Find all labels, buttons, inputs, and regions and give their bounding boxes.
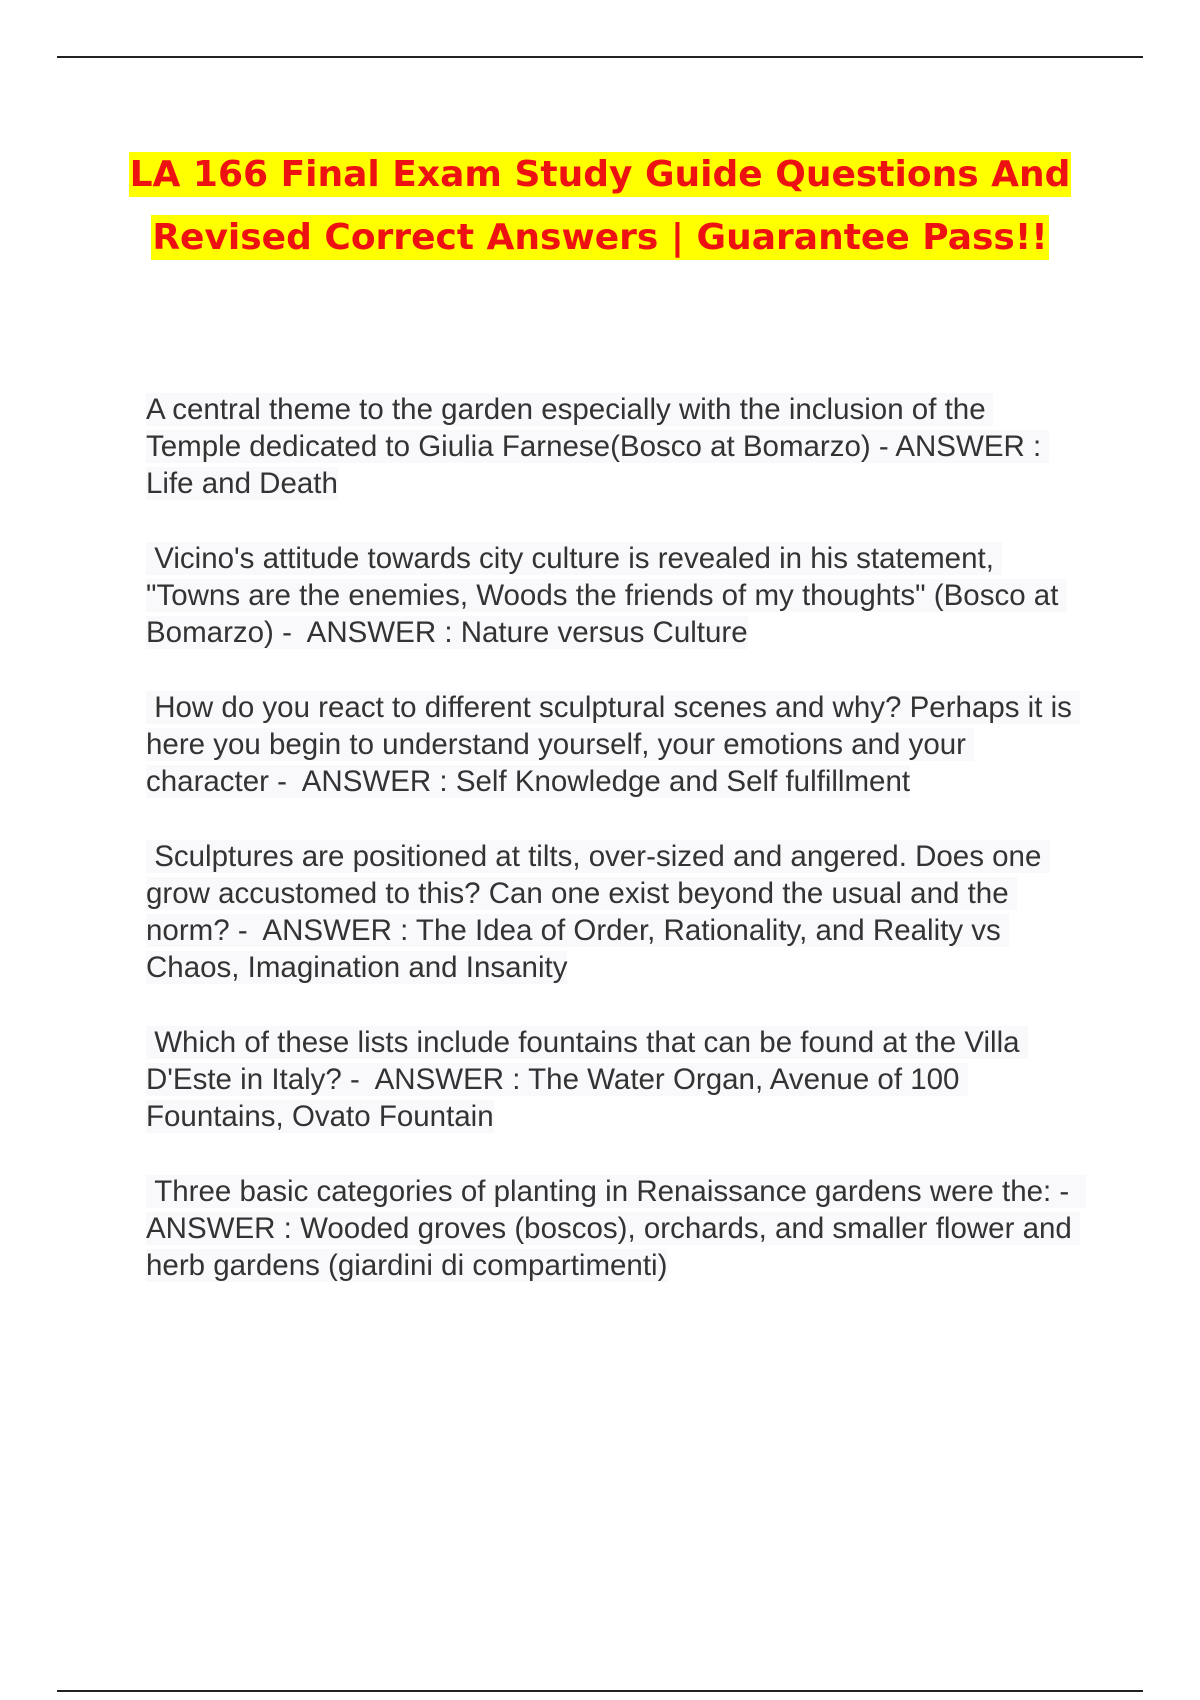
qa-item: [146, 1173, 1086, 1284]
document-title-block: [100, 143, 1100, 269]
qa-item-text: Which of these lists include fountains that can be found at the Villa D'Este in Italy? - ANSWER : The Water Organ, Avenue of 100 Fountains, Ovato Fountain: [146, 1026, 1028, 1133]
qa-item-text: Three basic categories of planting in Renaissance gardens were the: - ANSWER : Wooded groves (boscos), orchards, and smaller flower and herb gardens (giardini di compartimenti): [146, 1175, 1086, 1282]
qa-item-text: How do you react to different sculptural scenes and why? Perhaps it is here you begin to understand yourself, your emotions and your character - ANSWER : Self Knowledge and Self fulfillment: [146, 691, 1081, 798]
qa-item: [146, 391, 1086, 502]
bottom-rule: [57, 1690, 1143, 1692]
qa-item: [146, 838, 1086, 986]
qa-item: [146, 1024, 1086, 1135]
document-title: LA 166 Final Exam Study Guide Questions And Revised Correct Answers | Guarantee Pass!!: [129, 154, 1071, 258]
qa-item: [146, 540, 1086, 651]
qa-item-text: Vicino's attitude towards city culture is revealed in his statement, "Towns are the enemies, Woods the friends of my thoughts" (Bosco at Bomarzo) - ANSWER : Nature versus Culture: [146, 542, 1067, 649]
qa-item: [146, 689, 1086, 800]
qa-item-text: A central theme to the garden especially with the inclusion of the Temple dedicated to Giulia Farnese(Bosco at Bomarzo) - ANSWER : Life and Death: [146, 393, 1050, 500]
top-rule: [57, 56, 1143, 58]
qa-list: [146, 391, 1086, 1322]
qa-item-text: Sculptures are positioned at tilts, over-sized and angered. Does one grow accustomed to this? Can one exist beyond the usual and the norm? - ANSWER : The Idea of Order, Rationality, and Reality vs Chaos, Imagination and Insanity: [146, 840, 1050, 984]
